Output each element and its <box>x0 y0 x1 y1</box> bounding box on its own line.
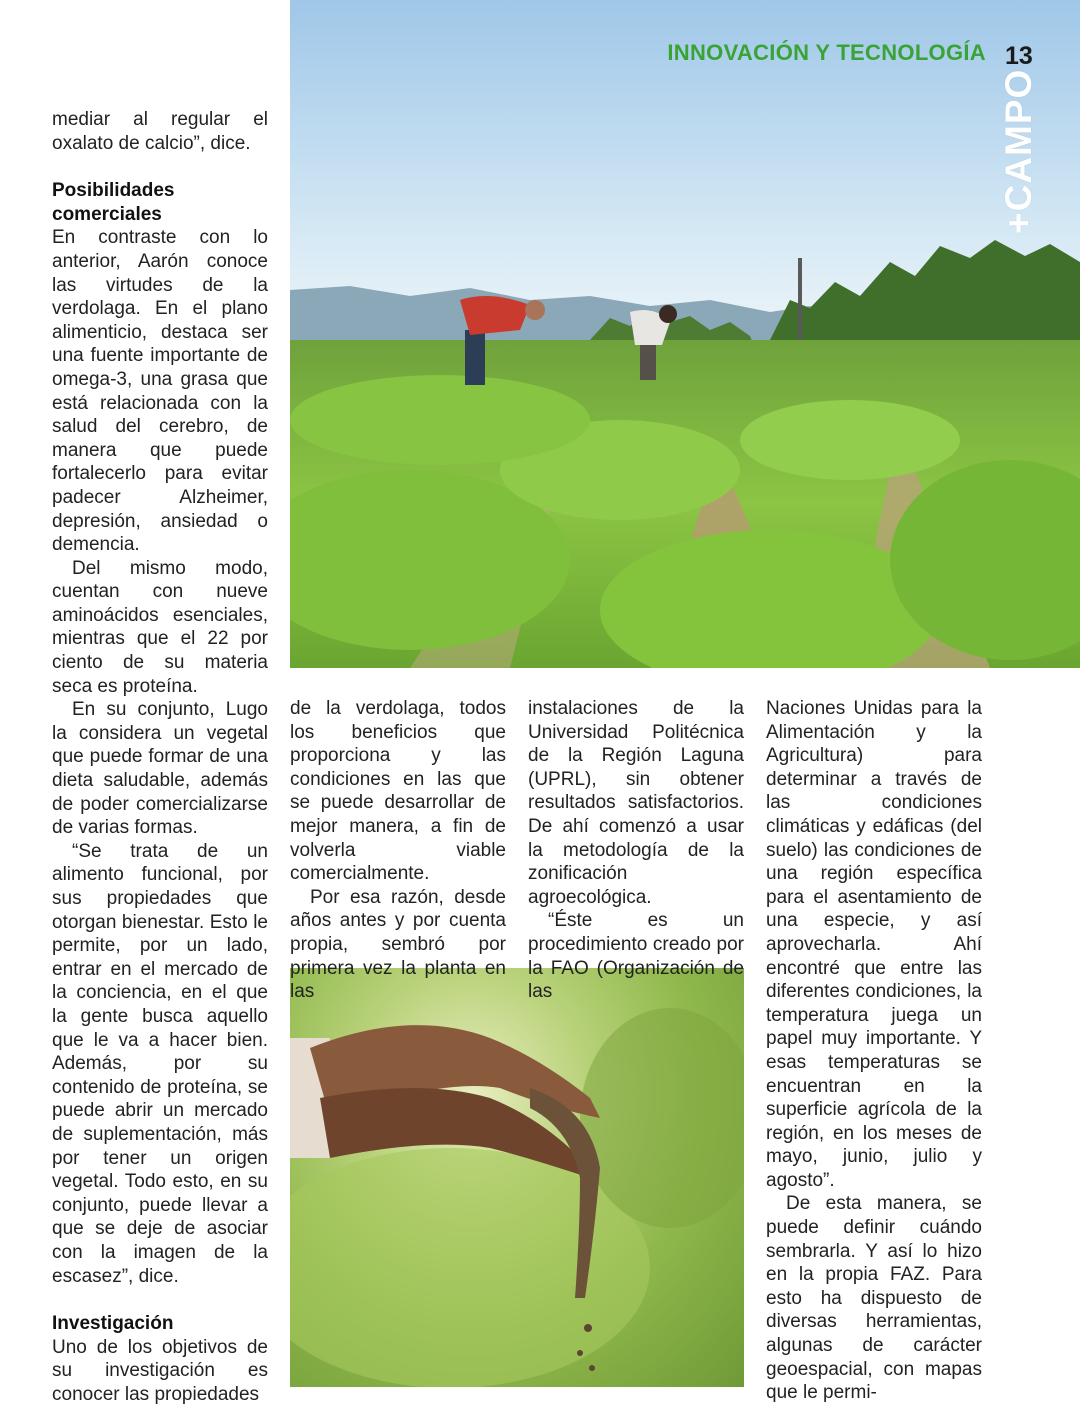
paragraph: Del mismo modo, cuentan con nueve aminoácidos esenciales, mientras que el 22 por ciento de su materia seca es proteína. <box>52 557 268 697</box>
page-number: 13 <box>1005 42 1033 70</box>
paragraph: mediar al regular el oxalato de calcio”, dice. <box>52 109 268 154</box>
paragraph: Por esa razón, desde años antes y por cuenta propia, sembró por primera vez la planta en las <box>290 886 506 1003</box>
subheading-investigacion: Investigación <box>52 1313 174 1335</box>
paragraph: de la verdolaga, todos los beneficios que proporciona y las condiciones en las que se puede desarrollar de mejor manera, a fin de volverla viable comercialmente. <box>290 698 506 885</box>
paragraph: En contraste con lo anterior, Aarón conoce las virtudes de la verdolaga. En el plano alimenticio, destaca ser una fuente importante de omega-3, una grasa que está relacionada con la salud del cerebro, de manera que puede fortalecerlo para evitar padecer Alzheimer, depresión, ansiedad o demencia. <box>52 227 268 556</box>
brand-logo: +CAMPO <box>998 68 1039 234</box>
column-4 <box>766 697 982 1405</box>
section-title: INNOVACIÓN Y TECNOLOGÍA <box>667 40 986 65</box>
column-3 <box>528 697 744 1004</box>
soil-hands-photo <box>290 968 744 1387</box>
field-photo <box>290 0 1080 668</box>
paragraph: instalaciones de la Universidad Politécnica de la Región Laguna (UPRL), sin obtener resultados satisfactorios. De ahí comenzó a usar la metodología de la zonificación agroecológica. <box>528 698 744 908</box>
field-illustration <box>290 0 1080 668</box>
paragraph: En su conjunto, Lugo la considera un vegetal que puede formar de una dieta saludable, además de poder comercializarse de varias formas. <box>52 699 268 839</box>
paragraph: “Éste es un procedimiento creado por la FAO (Organización de las <box>528 910 744 1003</box>
paragraph: De esta manera, se puede definir cuándo sembrarla. Y así lo hizo en la propia FAZ. Para esto ha dispuesto de diversas herramientas, algunas de carácter geoespacial, con mapas que le permi- <box>766 1193 982 1404</box>
paragraph: Uno de los objetivos de su investigación es conocer las propiedades <box>52 1336 268 1405</box>
column-1 <box>52 108 268 1406</box>
paragraph: Naciones Unidas para la Alimentación y la Agricultura) para determinar a través de las condiciones climáticas y edáficas (del suelo) las condiciones de una región específica para el asentamiento de una especie, y así aprovecharla. Ahí encontré que entre las diferentes condiciones, la temperatura juega un papel muy importante. Y esas temperaturas se encuentran en la superficie agrícola de la región, en los meses de mayo, junio, julio y agosto”. <box>766 698 982 1191</box>
column-2 <box>290 697 506 1004</box>
soil-hands-illustration <box>290 968 744 1387</box>
paragraph: “Se trata de un alimento funcional, por sus propiedades que otorgan bienestar. Esto le permite, por un lado, entrar en el mercado de la conciencia, en el que la gente busca aquello que le va a hacer bien. Además, por su contenido de proteína, se puede abrir un mercado de suplementación, más por tener un origen vegetal. Todo esto, en su conjunto, puede llevar a que se deje de asociar con la imagen de la escasez”, dice. <box>52 840 268 1287</box>
subheading-posibilidades: Posibilidades comerciales <box>52 180 175 225</box>
